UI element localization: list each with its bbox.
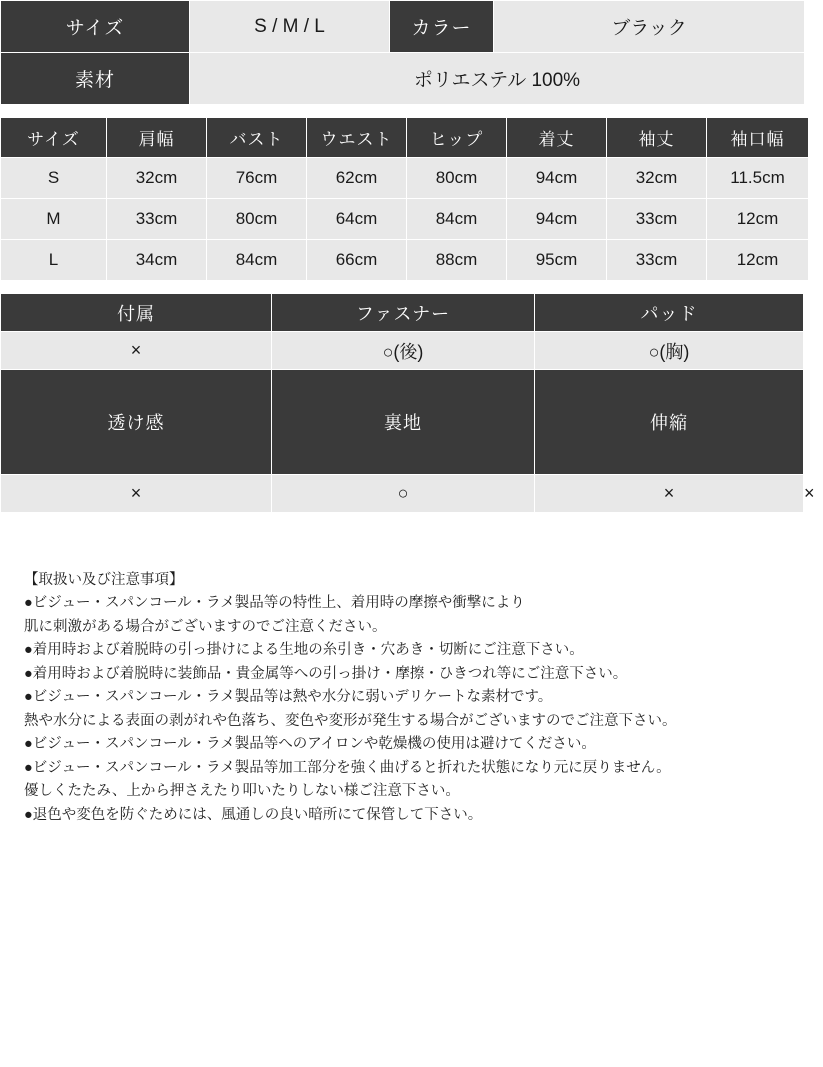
care-note-line: ●ビジュー・スパンコール・ラメ製品等の特性上、着用時の摩擦や衝撃により xyxy=(24,595,525,612)
table-header-row: 透け感 裏地 伸縮 ポケット xyxy=(1,370,804,475)
attr-header-accessory: 付属 xyxy=(1,294,272,332)
size-header-sleeve: 袖丈 xyxy=(607,118,707,158)
attr-header-sheerness: 透け感 xyxy=(1,370,272,475)
care-notes-title: 【取扱い及び注意事項】 xyxy=(24,572,184,588)
attr-value-zipper: ○(後) xyxy=(272,332,535,370)
care-note-line: 肌に刺激がある場合がございますのでご注意ください。 xyxy=(24,618,387,635)
table-row xyxy=(1,240,809,281)
size-row-m-shoulder: 33cm xyxy=(107,199,207,240)
care-note-line: ●着用時および着脱時に装飾品・貴金属等への引っ掛け・摩擦・ひきつれ等にご注意下さい。 xyxy=(24,665,628,682)
size-row-s-bust: 76cm xyxy=(207,158,307,199)
size-row-l-cuff: 12cm xyxy=(707,240,809,281)
size-row-l-hip: 88cm xyxy=(407,240,507,281)
table-header-row xyxy=(1,118,809,158)
table-row: × ○ × × xyxy=(1,475,804,513)
spec-value-color: ブラック xyxy=(494,1,805,53)
table-row xyxy=(1,332,804,370)
care-note-line: ●ビジュー・スパンコール・ラメ製品等は熱や水分に弱いデリケートな素材です。 xyxy=(24,689,553,706)
spec-value-size: S / M / L xyxy=(190,1,390,53)
table-row xyxy=(1,199,809,240)
size-row-s-shoulder: 32cm xyxy=(107,158,207,199)
care-note-line: 熱や水分による表面の剥がれや色落ち、変色や変形が発生する場合がございますのでご注意下さい。 xyxy=(24,712,677,729)
attr-value-stretch: × xyxy=(535,475,804,513)
size-row-l-length: 95cm xyxy=(507,240,607,281)
size-row-l-shoulder: 34cm xyxy=(107,240,207,281)
care-note-line: ●退色や変色を防ぐためには、風通しの良い暗所にて保管して下さい。 xyxy=(24,806,483,823)
size-row-l-sleeve: 33cm xyxy=(607,240,707,281)
size-header-hip: ヒップ xyxy=(407,118,507,158)
care-note-line: 優しくたたみ、上から押さえたり叩いたりしない様ご注意下さい。 xyxy=(24,783,460,800)
attr-value-pad: ○(胸) xyxy=(535,332,804,370)
care-note-line: ●着用時および着脱時の引っ掛けによる生地の糸引き・穴あき・切断にご注意下さい。 xyxy=(24,642,584,659)
basic-spec-table xyxy=(0,0,805,105)
attribute-table xyxy=(0,293,823,513)
table-header-row xyxy=(1,294,804,332)
size-row-m-label: M xyxy=(1,199,107,240)
attr-header-pad: パッド xyxy=(535,294,804,332)
attr-header-stretch: 伸縮 xyxy=(535,370,804,475)
size-row-s-label: S xyxy=(1,158,107,199)
care-note-line: ●ビジュー・スパンコール・ラメ製品等へのアイロンや乾燥機の使用は避けてください。 xyxy=(24,736,596,753)
size-header-waist: ウエスト xyxy=(307,118,407,158)
size-row-l-waist: 66cm xyxy=(307,240,407,281)
attr-value-sheerness: × xyxy=(1,475,272,513)
size-header-cuff: 袖口幅 xyxy=(707,118,809,158)
measurement-table xyxy=(0,117,809,281)
size-row-m-length: 94cm xyxy=(507,199,607,240)
size-row-l-label: L xyxy=(1,240,107,281)
attr-header-zipper: ファスナー xyxy=(272,294,535,332)
attr-value-lining: ○ xyxy=(272,475,535,513)
spec-label-size: サイズ xyxy=(1,1,190,53)
size-row-s-sleeve: 32cm xyxy=(607,158,707,199)
spec-label-color: カラー xyxy=(390,1,494,53)
size-row-l-bust: 84cm xyxy=(207,240,307,281)
size-header-bust: バスト xyxy=(207,118,307,158)
size-row-m-sleeve: 33cm xyxy=(607,199,707,240)
care-note-line: ●ビジュー・スパンコール・ラメ製品等加工部分を強く曲げると折れた状態になり元に戻りません。 xyxy=(24,759,671,776)
size-header-length: 着丈 xyxy=(507,118,607,158)
table-row xyxy=(1,53,805,105)
size-row-m-bust: 80cm xyxy=(207,199,307,240)
attr-value-accessory: × xyxy=(1,332,272,370)
size-row-m-waist: 64cm xyxy=(307,199,407,240)
size-row-s-hip: 80cm xyxy=(407,158,507,199)
table-row xyxy=(1,1,805,53)
size-header-size: サイズ xyxy=(1,118,107,158)
spec-label-material: 素材 xyxy=(1,53,190,105)
spec-value-material: ポリエステル 100% xyxy=(190,53,805,105)
size-row-m-cuff: 12cm xyxy=(707,199,809,240)
size-row-s-length: 94cm xyxy=(507,158,607,199)
size-header-shoulder: 肩幅 xyxy=(107,118,207,158)
care-notes xyxy=(0,569,800,827)
attr-header-lining: 裏地 xyxy=(272,370,535,475)
table-row xyxy=(1,158,809,199)
size-row-s-cuff: 11.5cm xyxy=(707,158,809,199)
size-row-m-hip: 84cm xyxy=(407,199,507,240)
size-row-s-waist: 62cm xyxy=(307,158,407,199)
